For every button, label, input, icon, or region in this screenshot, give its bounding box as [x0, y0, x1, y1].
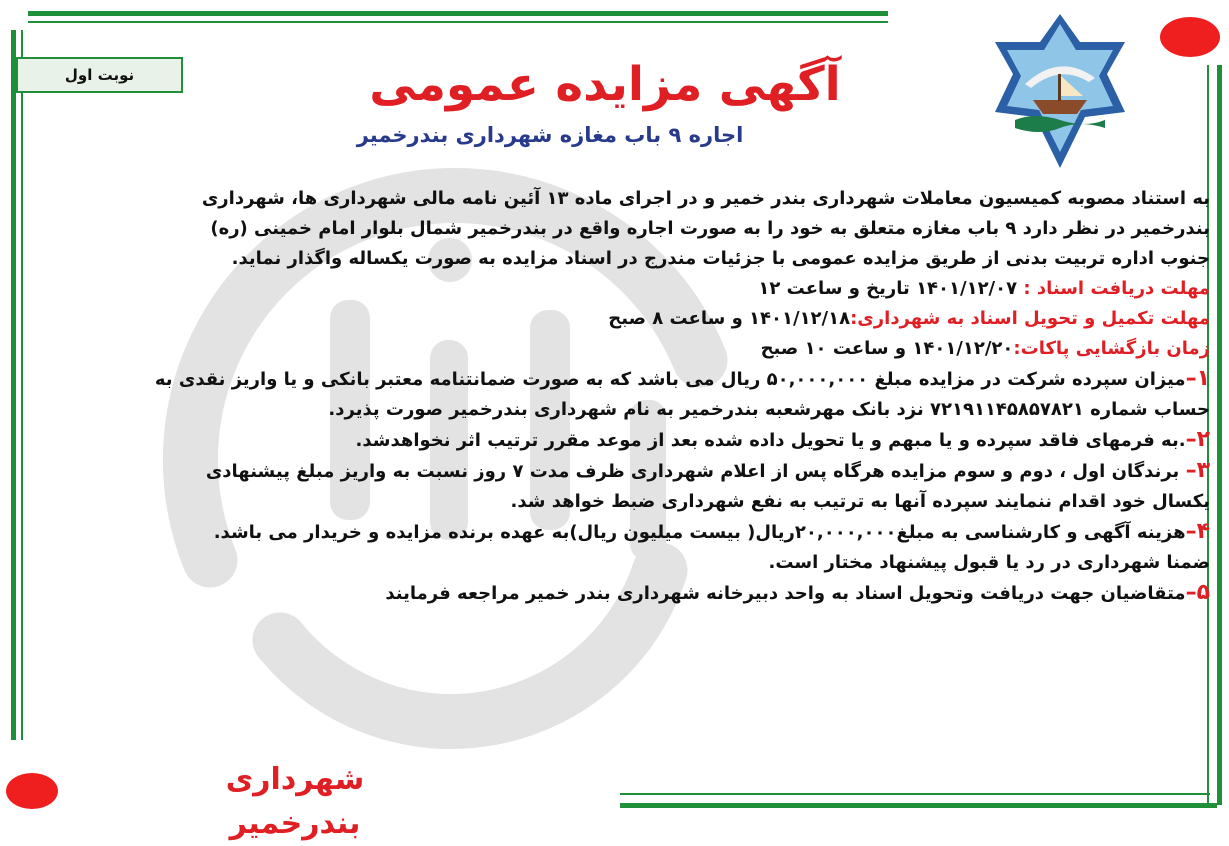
list-item	[35, 364, 1210, 395]
item-text: هزینه آگهی و کارشناسی به مبلغ۲۰,۰۰۰,۰۰۰ریال( بیست میلیون ریال)به عهده برنده مزایده و خریدار می باشد.	[213, 522, 1186, 543]
item-number: ۳–	[1185, 458, 1210, 483]
list-item	[35, 578, 1210, 609]
list-item	[35, 456, 1210, 487]
item-text: میزان سپرده شرکت در مزایده مبلغ ۵۰,۰۰۰,۰۰۰ ریال می باشد که به صورت ضمانتنامه معتبر بانکی و یا واریز نقدی به	[154, 369, 1186, 390]
list-item	[35, 425, 1210, 456]
item-text: برندگان اول ، دوم و سوم مزایده هرگاه پس از اعلام شهرداری ظرف مدت ۷ روز نسبت به واریز مبلغ پیشنهادی	[205, 461, 1186, 482]
intro-line: بندرخمیر در نظر دارد ۹ باب مغازه متعلق به خود را به صورت اجاره واقع در بندرخمیر شمال بلوار امام خمینی (ره)	[210, 218, 1210, 239]
bottom-border-line-inner	[620, 793, 1210, 795]
deadline-value: ۱۴۰۱/۱۲/۰۷ تاریخ و ساعت ۱۲	[758, 278, 1024, 299]
deadline-document-receipt	[35, 274, 1210, 304]
top-border-line	[28, 11, 888, 16]
notice-body	[35, 184, 1210, 609]
bottom-left-red-dot	[6, 773, 58, 809]
deadline-label: مهلت دریافت اسناد :	[1023, 278, 1210, 299]
item-text-continued: حساب شماره ۷۲۱۹۱۱۴۵۸۵۷۸۲۱ نزد بانک مهرشعبه بندرخمیر به نام شهرداری بندرخمیر صورت پذیرد.	[328, 399, 1210, 420]
notice-title: آگهی مزایده عمومی	[369, 57, 841, 112]
item-text-continued: ضمنا شهرداری در رد یا قبول پیشنهاد مختار است.	[768, 552, 1210, 573]
item-number: ۱–	[1185, 366, 1210, 391]
left-border-line-inner	[21, 30, 23, 740]
item-text: متقاضیان جهت دریافت وتحویل اسناد به واحد دبیرخانه شهرداری بندر خمیر مراجعه فرمایند	[385, 583, 1186, 604]
deadline-value: ۱۴۰۱/۱۲/۲۰ و ساعت ۱۰ صبح	[760, 338, 1014, 359]
publication-round-label: نوبت اول	[64, 66, 135, 84]
deadline-document-submission	[35, 304, 1210, 334]
publication-round-box	[16, 57, 183, 93]
bottom-border-line	[620, 803, 1217, 808]
item-number: ۵–	[1185, 580, 1210, 605]
item-number: ۴–	[1185, 519, 1210, 544]
item-text: .به فرمهای فاقد سپرده و یا مبهم و یا تحویل داده شده بعد از موعد مقرر ترتیب اثر نخواهدشد.	[355, 430, 1186, 451]
top-border-line-inner	[28, 21, 888, 23]
deadline-value: ۱۴۰۱/۱۲/۱۸ و ساعت ۸ صبح	[608, 308, 851, 329]
deadline-label: زمان بازگشایی پاکات:	[1013, 338, 1210, 359]
item-text-continued: یکسال خود اقدام ننمایند سپرده آنها به ترتیب به نفع شهرداری ضبط خواهد شد.	[510, 491, 1210, 512]
item-number: ۲–	[1185, 427, 1210, 452]
left-border-line	[11, 30, 16, 740]
list-item	[35, 517, 1210, 548]
intro-line: جنوب اداره تربیت بدنی از طریق مزایده عمومی با جزئیات مندرج در اسناد مزایده به صورت یکساله واگذار نماید.	[231, 248, 1210, 269]
municipality-logo-icon	[985, 12, 1135, 170]
footer-signature: شهرداری بندرخمیر	[225, 762, 365, 841]
top-right-red-dot	[1160, 17, 1220, 57]
notice-subtitle: اجاره ۹ باب مغازه شهرداری بندرخمیر	[356, 123, 744, 147]
deadline-envelope-opening	[35, 334, 1210, 364]
deadline-label: مهلت تکمیل و تحویل اسناد به شهرداری:	[850, 308, 1210, 329]
right-border-line	[1217, 65, 1222, 805]
intro-line: به استناد مصوبه کمیسیون معاملات شهرداری بندر خمیر و در اجرای ماده ۱۳ آئین نامه مالی شهرداری ها، شهرداری	[201, 188, 1210, 209]
